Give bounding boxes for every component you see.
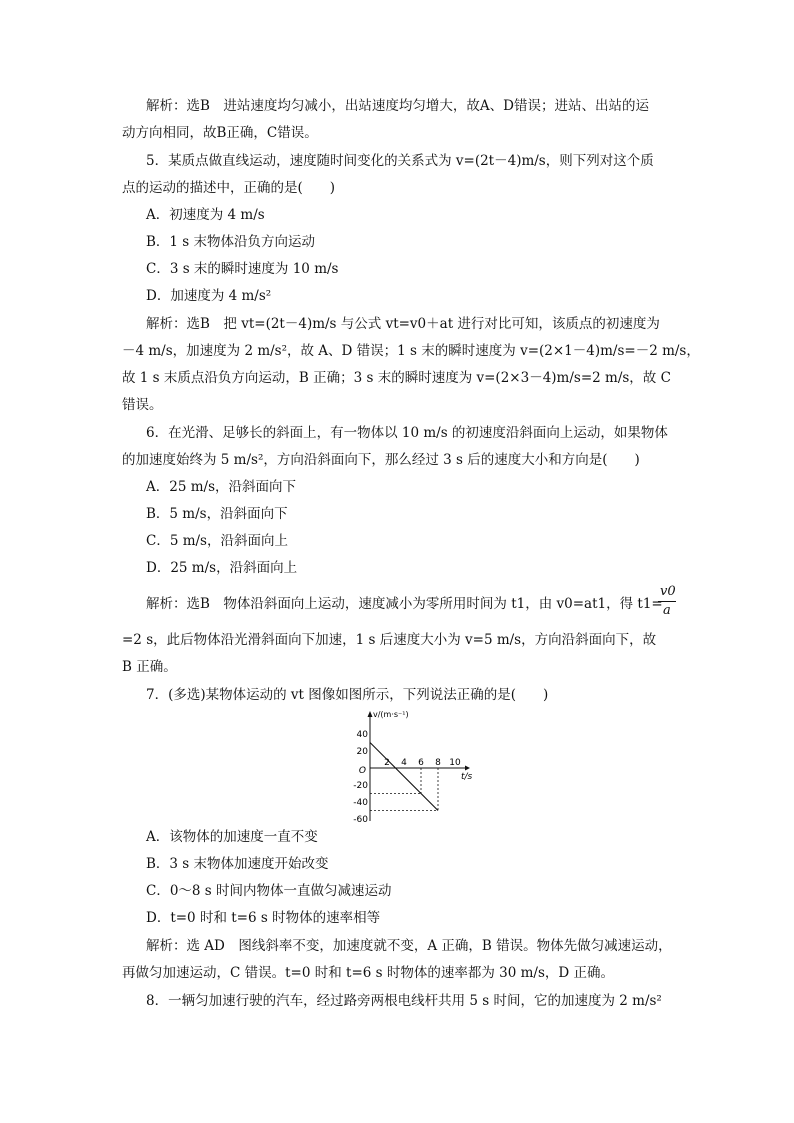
q6-analysis-line-3: B 正确。 [122,659,177,675]
q6-option-b: B．5 m/s，沿斜面向下 [146,506,288,522]
q5-analysis-line-2: －4 m/s，加速度为 2 m/s²，故 A、D 错误；1 s 末的瞬时速度为 v=(2×1－4)m/s=－2 m/s， [122,343,700,359]
q5-option-a: A．初速度为 4 m/s [146,207,265,223]
x-tick-label: 6 [418,758,424,768]
x-axis-arrow [465,766,470,771]
series-line-0 [370,743,438,811]
y-tick-label: 20 [356,747,368,757]
q5-analysis-line-4: 错误。 [122,397,163,413]
y-tick-label: -40 [353,798,368,808]
q7-option-c: C．0～8 s 时间内物体一直做匀减速运动 [146,883,392,899]
q6-stem-line-1: 6．在光滑、足够长的斜面上，有一物体以 10 m/s 的初速度沿斜面向上运动，如果物体 [146,425,668,441]
vt-graph [352,706,482,824]
q4-analysis-line-1: 解析：选B 进站速度均匀减小，出站速度均匀增大，故A、D错误；进站、出站的运 [146,98,649,114]
q5-analysis-line-3: 故 1 s 末质点沿负方向运动，B 正确；3 s 末的瞬时速度为 v=(2×3－4)m/s=2 m/s，故 C [122,370,671,386]
y-tick-label: -60 [353,815,368,824]
q5-option-b: B．1 s 末物体沿负方向运动 [146,234,316,250]
q5-option-d: D．加速度为 4 m/s² [146,288,272,304]
q6-option-d: D．25 m/s，沿斜面向上 [146,560,298,576]
x-tick-label: 8 [435,758,441,768]
fraction-numerator: v0 [660,584,676,599]
y-axis-label: v/(m·s⁻¹) [373,710,409,719]
q6-option-c: C．5 m/s，沿斜面向上 [146,533,288,549]
q6-option-a: A．25 m/s，沿斜面向下 [146,479,296,495]
q6-analysis-line-2: =2 s，此后物体沿光滑斜面向下加速，1 s 后速度大小为 v=5 m/s，方向沿斜面向下，故 [122,632,657,648]
q6-stem-line-2: 的加速度始终为 5 m/s²，方向沿斜面向下，那么经过 3 s 后的速度大小和方向是( ) [122,452,640,468]
q5-analysis-line-1: 解析：选B 把 vt=(2t－4)m/s 与公式 vt=v0＋at 进行对比可知，该质点的初速度为 [146,316,660,332]
q7-analysis-line-2: 再做匀加速运动，C 错误。t=0 时和 t=6 s 时物体的速率都为 30 m/s，D 正确。 [122,965,615,981]
q7-analysis-line-1: 解析：选 AD 图线斜率不变，加速度就不变，A 正确，B 错误。物体先做匀减速运动， [146,938,672,954]
q7-option-b: B．3 s 末物体加速度开始改变 [146,856,329,872]
x-tick-label: 10 [449,758,461,768]
origin-label: O [358,766,366,776]
x-tick-label: 2 [384,758,390,768]
q5-stem-line-2: 点的运动的描述中，正确的是( ) [122,180,336,196]
q6-analysis-line-1: 解析：选B 物体沿斜面向上运动，速度减小为零所用时间为 t1，由 v0=at1，得 t1= [146,596,663,612]
q5-stem-line-1: 5．某质点做直线运动，速度随时间变化的关系式为 v=(2t－4)m/s，则下列对这个质 [146,153,654,169]
q7-option-d: D．t=0 时和 t=6 s 时物体的速率相等 [146,910,381,926]
fraction-bar [658,601,676,602]
y-axis-arrow [368,711,373,717]
x-axis-label: t/s [461,772,473,782]
q8-stem-line-1: 8．一辆匀加速行驶的汽车，经过路旁两根电线杆共用 5 s 时间，它的加速度为 2 m/s² [146,993,662,1009]
q7-stem: 7．(多选)某物体运动的 vt 图像如图所示，下列说法正确的是( ) [146,687,549,703]
y-tick-label: 40 [356,730,368,740]
y-tick-label: -20 [353,781,368,791]
q5-option-c: C．3 s 末的瞬时速度为 10 m/s [146,261,339,277]
x-tick-label: 4 [401,758,407,768]
q7-option-a: A．该物体的加速度一直不变 [146,829,318,845]
q4-analysis-line-2: 动方向相同，故B正确，C错误。 [122,125,318,141]
fraction-denominator: a [663,603,671,618]
